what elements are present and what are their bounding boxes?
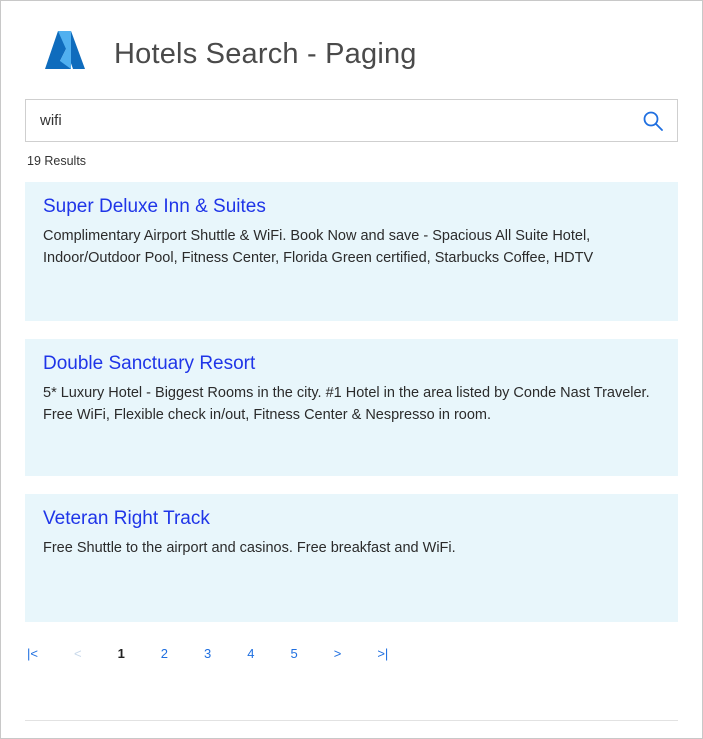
search-icon: [641, 109, 665, 133]
pager-page-5[interactable]: 5: [290, 646, 298, 661]
pager-prev[interactable]: <: [73, 646, 82, 661]
pagination: [25, 640, 678, 661]
search-bar[interactable]: [25, 99, 678, 142]
result-card: [25, 182, 678, 321]
page-content: [1, 1, 702, 661]
pager-page-4[interactable]: 4: [247, 646, 255, 661]
search-input[interactable]: [26, 100, 629, 141]
app-header: [25, 15, 678, 93]
pager-page-2[interactable]: 2: [160, 646, 169, 661]
pager-page-3[interactable]: 3: [204, 646, 212, 661]
pager-last[interactable]: >|: [377, 646, 389, 661]
page-title: Hotels Search - Paging: [114, 37, 417, 70]
pager-next[interactable]: >: [333, 646, 342, 661]
pager-first[interactable]: |<: [27, 646, 38, 661]
result-card: [25, 494, 678, 622]
result-description: Free Shuttle to the airport and casinos. Free breakfast and WiFi.: [43, 540, 456, 556]
result-title-link[interactable]: Super Deluxe Inn & Suites: [43, 196, 266, 217]
result-description: Complimentary Airport Shuttle & WiFi. Book Now and save - Spacious All Suite Hotel, Indoor/Outdoor Pool, Fitness Center, Florida Green certified, Starbucks Coffee, HDTV: [43, 228, 594, 266]
result-title-link[interactable]: Veteran Right Track: [43, 508, 210, 529]
azure-search-logo-icon: [38, 27, 92, 81]
footer-divider: [25, 720, 678, 721]
result-title-link[interactable]: Double Sanctuary Resort: [43, 353, 256, 374]
results-count: 19 Results: [27, 154, 87, 168]
result-description: 5* Luxury Hotel - Biggest Rooms in the city. #1 Hotel in the area listed by Conde Nast Traveler. Free WiFi, Flexible check in/out, Fitness Center & Nespresso in room.: [43, 385, 650, 423]
search-button[interactable]: [629, 100, 677, 141]
pager-page-1[interactable]: 1: [117, 646, 125, 661]
result-card: [25, 339, 678, 476]
